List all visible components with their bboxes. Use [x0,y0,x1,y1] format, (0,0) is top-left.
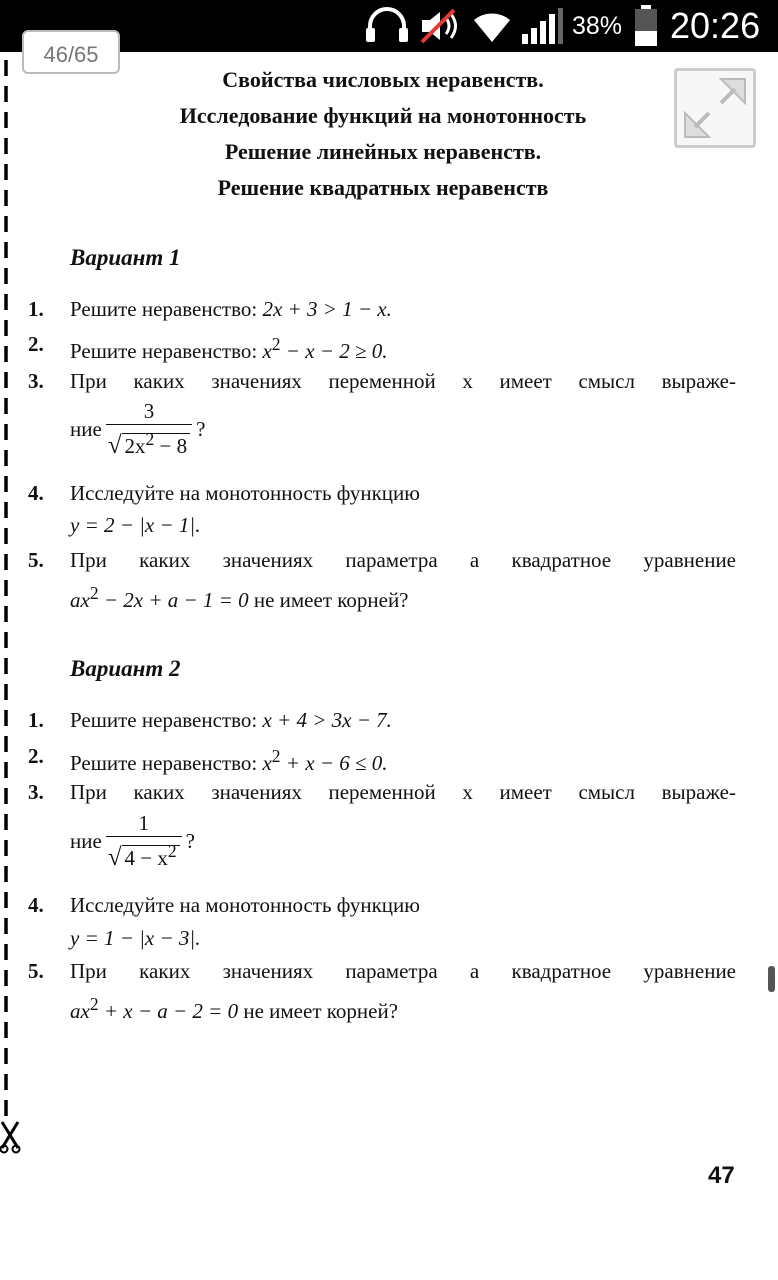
variant-1-heading: Вариант 1 [70,245,181,270]
sqrt-sign: √ [107,844,122,871]
fraction: $\frac{1}{√ 4 - x^2}$ [106,810,182,872]
problem-number: 4. [28,893,44,917]
problem-number: 3. [28,780,44,804]
math-expr: 2x + 3 > 1 − x. [262,297,392,321]
scissors-icon [0,1118,22,1154]
clock: 20:26 [670,5,761,46]
problem-number: 4. [28,481,44,505]
problem-number: 1. [28,708,44,732]
page-number: 47 [708,1162,735,1189]
page-counter[interactable]: 46/65 [22,30,120,74]
math-expr: x + 4 > 3x − 7. [262,708,392,732]
headset-icon [364,0,410,52]
cut-line-dashed [2,60,10,1150]
title-line-4: Решение квадратных неравенств [217,175,549,200]
problem-number: 2. [28,744,44,768]
signal-icon [520,0,564,52]
title-line-2: Исследование функций на монотонность [179,103,587,128]
variant-2-heading: Вариант 2 [70,656,181,681]
document-titles [60,62,706,206]
problem-number: 5. [28,959,44,983]
battery-percent: 38% [572,11,623,40]
title-line-3: Решение линейных неравенств. [224,139,542,164]
problem-number: 2. [28,332,44,356]
battery-icon [634,0,658,52]
title-line-1: Свойства числовых неравенств. [222,67,544,92]
problem-number: 3. [28,369,44,393]
fraction: $\frac{3}{√ 2x^2 - 8}$ [106,398,192,460]
problem-number: 5. [28,548,44,572]
scrollbar-thumb[interactable] [768,966,775,992]
wifi-icon [470,0,514,52]
problem-number: 1. [28,297,44,321]
volume-muted-icon [418,0,462,52]
sqrt-sign: √ [107,432,122,459]
